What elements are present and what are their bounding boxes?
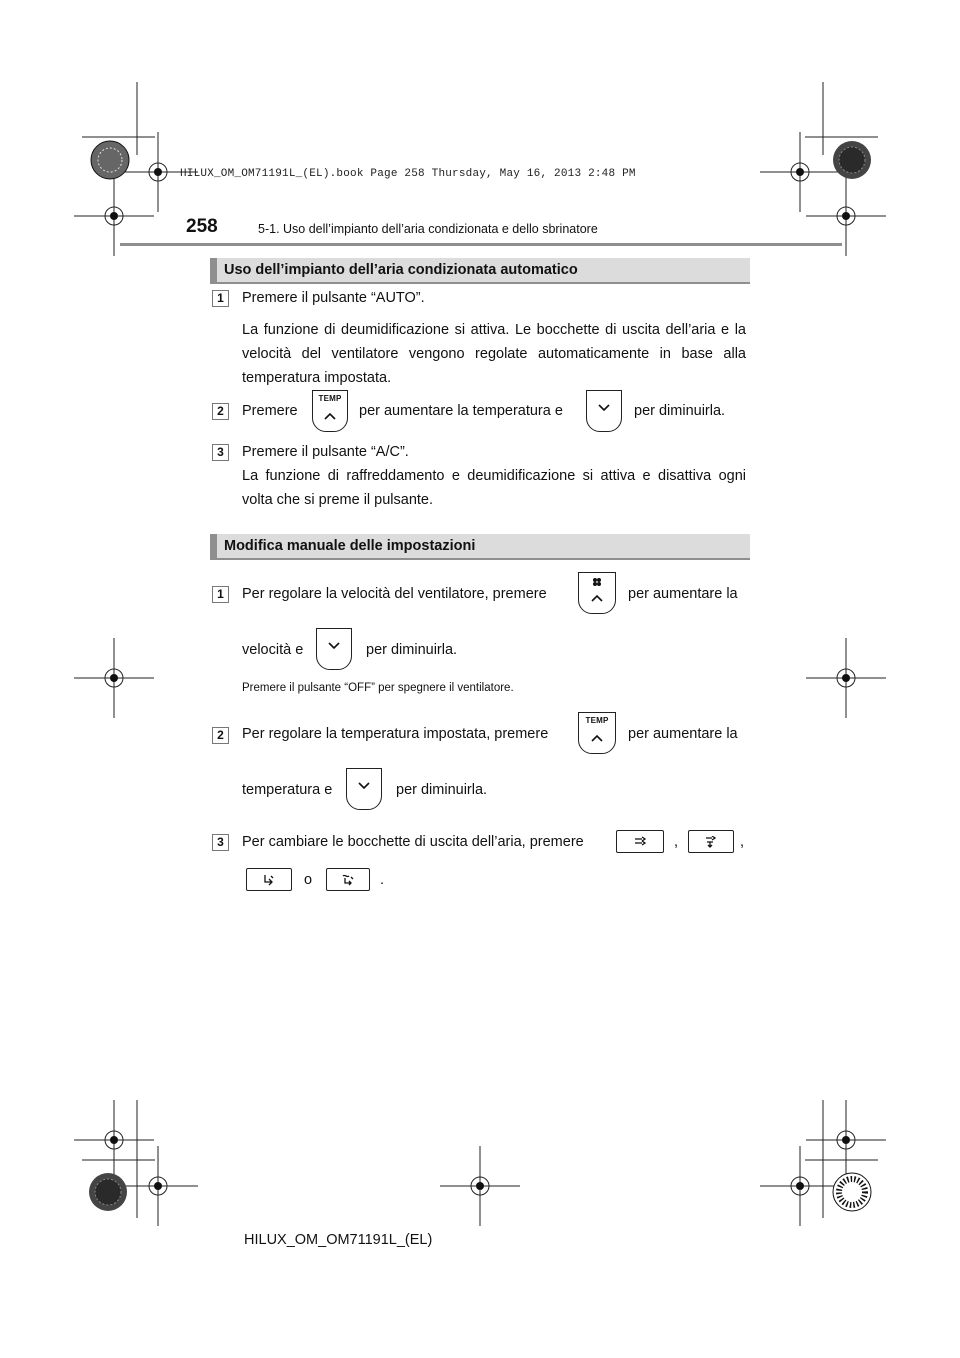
step-note: Premere il pulsante “OFF” per spegnere il ventilatore.: [242, 682, 514, 694]
step-text: per diminuirla.: [396, 782, 488, 798]
step-number: 1: [212, 290, 229, 307]
fan-up-button-icon: [578, 572, 616, 614]
running-head: 5-1. Uso dell’impianto dell’aria condizionata e dello sbrinatore: [258, 222, 598, 236]
bi-level-airflow-symbol: [704, 836, 718, 848]
chevron-up-icon: [323, 411, 337, 421]
face-airflow-mode-icon: [616, 830, 664, 853]
step-text: Premere il pulsante “AUTO”.: [242, 290, 425, 306]
feet-defroster-symbol: [341, 874, 355, 886]
footer-document-id: HILUX_OM_OM71191L_(EL): [244, 1232, 433, 1248]
fan-icon: [592, 577, 602, 587]
sentence-end: .: [380, 872, 385, 888]
step-detail: La funzione di raffreddamento e deumidificazione si attiva e disattiva ogni volta che si preme il pulsante.: [242, 468, 746, 508]
feet-airflow-mode-icon: [246, 868, 292, 891]
temp-label: TEMP: [318, 394, 342, 403]
face-airflow-symbol: [633, 836, 647, 848]
chevron-up-icon: [590, 593, 604, 603]
temp-label: TEMP: [585, 716, 609, 725]
step-number: 2: [212, 727, 229, 744]
temp-up-button-icon: [312, 390, 348, 432]
temp-down-button-icon: [346, 768, 382, 810]
print-info-line: HILUX_OM_OM71191L_(EL).book Page 258 Thursday, May 16, 2013 2:48 PM: [180, 168, 636, 180]
section-heading-bar: [210, 534, 217, 560]
chevron-down-icon: [327, 641, 341, 651]
bi-level-airflow-mode-icon: [688, 830, 734, 853]
step-number: 2: [212, 403, 229, 420]
step-number: 3: [212, 444, 229, 461]
feet-airflow-symbol: [262, 874, 276, 886]
step-number: 1: [212, 586, 229, 603]
step-detail: La funzione di deumidificazione si attiva. Le bocchette di uscita dell’aria e la velocità del ventilatore vengono regolate automaticamente in base alla temperatura impostata.: [242, 322, 746, 386]
step-text: Premere: [242, 403, 298, 419]
separator-comma: ,: [740, 834, 745, 850]
step-text: per aumentare la: [628, 726, 738, 742]
section-heading-manual: [210, 534, 750, 560]
separator-comma: ,: [674, 834, 679, 850]
fan-down-button-icon: [316, 628, 352, 670]
step-text: temperatura e: [242, 782, 333, 798]
section-heading-automatic: [210, 258, 750, 284]
step-text: per aumentare la: [628, 586, 738, 602]
page-number: 258: [186, 216, 218, 237]
separator-or: o: [304, 872, 313, 888]
step-text: velocità e: [242, 642, 304, 658]
temp-up-button-icon: [578, 712, 616, 754]
step-text: Per cambiare le bocchette di uscita dell’aria, premere: [242, 834, 584, 850]
header-rule: [120, 243, 842, 246]
section-title: Uso dell’impianto dell’aria condizionata automatico: [224, 262, 578, 278]
step-text: per aumentare la temperatura e: [359, 403, 563, 419]
feet-defroster-mode-icon: [326, 868, 370, 891]
chevron-up-icon: [590, 733, 604, 743]
temp-down-button-icon: [586, 390, 622, 432]
step-text: per diminuirla.: [634, 403, 726, 419]
step-text: Per regolare la temperatura impostata, premere: [242, 726, 549, 742]
step-text: Per regolare la velocità del ventilatore, premere: [242, 586, 547, 602]
step-text: per diminuirla.: [366, 642, 458, 658]
section-heading-bar: [210, 258, 217, 284]
section-title: Modifica manuale delle impostazioni: [224, 538, 476, 554]
step-number: 3: [212, 834, 229, 851]
chevron-down-icon: [357, 781, 371, 791]
chevron-down-icon: [597, 403, 611, 413]
step-text: Premere il pulsante “A/C”.: [242, 444, 409, 460]
